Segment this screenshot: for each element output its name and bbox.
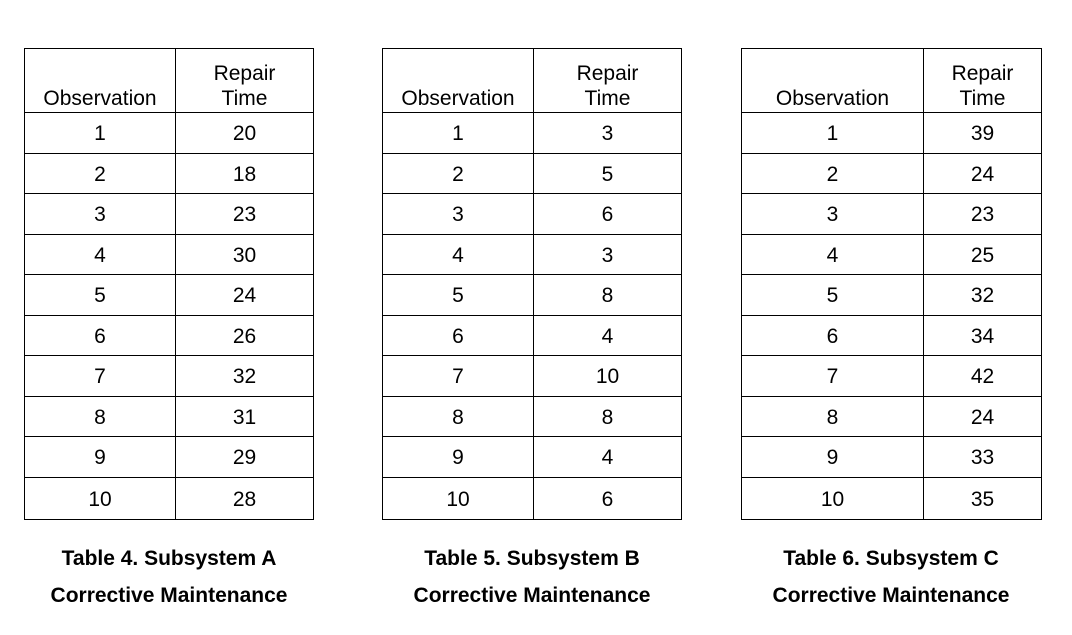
observation-cell: 4 [25, 234, 176, 275]
table-row [383, 113, 682, 154]
repair-time-cell: 34 [924, 315, 1042, 356]
observation-cell: 6 [383, 315, 534, 356]
header-repair-line1: Repair [576, 62, 639, 85]
table-row [25, 153, 314, 194]
caption-title: Table 6. Subsystem C [783, 547, 999, 570]
repair-time-cell: 24 [176, 275, 314, 316]
repair-time-cell: 8 [534, 275, 682, 316]
table-row [25, 477, 314, 519]
table-row [383, 275, 682, 316]
header-row [383, 49, 682, 113]
repair-table-b [382, 48, 682, 520]
table-row [383, 356, 682, 397]
table-row [25, 234, 314, 275]
repair-time-cell: 28 [176, 477, 314, 519]
repair-time-cell: 23 [924, 194, 1042, 235]
observation-cell: 5 [742, 275, 924, 316]
repair-time-cell: 10 [534, 356, 682, 397]
table-row [742, 437, 1042, 478]
repair-time-cell: 24 [924, 396, 1042, 437]
observation-cell: 9 [742, 437, 924, 478]
table-row [383, 477, 682, 519]
repair-time-cell: 24 [924, 153, 1042, 194]
table-row [25, 275, 314, 316]
header-repair-line2: Time [584, 87, 631, 110]
caption-subtitle: Corrective Maintenance [772, 584, 1010, 607]
repair-time-cell: 4 [534, 437, 682, 478]
observation-cell: 3 [742, 194, 924, 235]
repair-time-cell: 8 [534, 396, 682, 437]
observation-cell: 5 [383, 275, 534, 316]
observation-cell: 10 [383, 477, 534, 519]
header-repair-time [924, 49, 1042, 113]
caption-table-6 [721, 540, 1061, 614]
header-repair-line2: Time [959, 87, 1006, 110]
header-row [25, 49, 314, 113]
caption-table-5 [362, 540, 702, 614]
observation-cell: 1 [25, 113, 176, 154]
repair-time-cell: 18 [176, 153, 314, 194]
repair-time-cell: 31 [176, 396, 314, 437]
table-row [25, 113, 314, 154]
table-row [383, 153, 682, 194]
observation-cell: 7 [742, 356, 924, 397]
repair-time-cell: 42 [924, 356, 1042, 397]
observation-cell: 2 [25, 153, 176, 194]
repair-time-cell: 30 [176, 234, 314, 275]
observation-cell: 2 [742, 153, 924, 194]
repair-time-cell: 32 [924, 275, 1042, 316]
table-row [742, 234, 1042, 275]
observation-cell: 3 [383, 194, 534, 235]
caption-table-4 [0, 540, 338, 614]
observation-cell: 7 [383, 356, 534, 397]
repair-time-cell: 3 [534, 113, 682, 154]
table-row [742, 113, 1042, 154]
header-observation: Observation [25, 49, 176, 113]
table-row [25, 396, 314, 437]
observation-cell: 5 [25, 275, 176, 316]
observation-cell: 10 [742, 477, 924, 519]
table-row [742, 194, 1042, 235]
repair-time-cell: 32 [176, 356, 314, 397]
header-row [742, 49, 1042, 113]
table-row [383, 194, 682, 235]
observation-cell: 3 [25, 194, 176, 235]
table-subsystem-c [741, 48, 1042, 520]
repair-time-cell: 39 [924, 113, 1042, 154]
header-observation: Observation [742, 49, 924, 113]
caption-subtitle: Corrective Maintenance [50, 584, 288, 607]
repair-time-cell: 26 [176, 315, 314, 356]
repair-time-cell: 33 [924, 437, 1042, 478]
table-row [742, 275, 1042, 316]
header-repair-time [534, 49, 682, 113]
header-repair-time [176, 49, 314, 113]
observation-cell: 6 [742, 315, 924, 356]
table-row [383, 437, 682, 478]
repair-time-cell: 35 [924, 477, 1042, 519]
table-row [25, 356, 314, 397]
table-row [742, 477, 1042, 519]
observation-cell: 9 [25, 437, 176, 478]
observation-cell: 8 [25, 396, 176, 437]
repair-table-a [24, 48, 314, 520]
observation-cell: 2 [383, 153, 534, 194]
table-row [742, 356, 1042, 397]
caption-title: Table 4. Subsystem A [61, 547, 277, 570]
observation-cell: 4 [742, 234, 924, 275]
header-observation: Observation [383, 49, 534, 113]
observation-cell: 1 [742, 113, 924, 154]
repair-time-cell: 5 [534, 153, 682, 194]
table-row [383, 234, 682, 275]
header-repair-line2: Time [221, 87, 268, 110]
observation-cell: 8 [742, 396, 924, 437]
repair-time-cell: 23 [176, 194, 314, 235]
repair-time-cell: 25 [924, 234, 1042, 275]
repair-time-cell: 3 [534, 234, 682, 275]
table-row [742, 315, 1042, 356]
header-repair-line1: Repair [951, 62, 1014, 85]
table-row [742, 396, 1042, 437]
repair-time-cell: 29 [176, 437, 314, 478]
observation-cell: 8 [383, 396, 534, 437]
observation-cell: 9 [383, 437, 534, 478]
table-row [383, 315, 682, 356]
repair-time-cell: 20 [176, 113, 314, 154]
table-subsystem-a [24, 48, 314, 520]
observation-cell: 10 [25, 477, 176, 519]
table-subsystem-b [382, 48, 682, 520]
caption-subtitle: Corrective Maintenance [413, 584, 651, 607]
table-row [25, 315, 314, 356]
observation-cell: 4 [383, 234, 534, 275]
observation-cell: 7 [25, 356, 176, 397]
header-repair-line1: Repair [213, 62, 276, 85]
table-row [383, 396, 682, 437]
repair-time-cell: 6 [534, 477, 682, 519]
repair-time-cell: 6 [534, 194, 682, 235]
repair-table-c [741, 48, 1042, 520]
table-row [742, 153, 1042, 194]
table-row [25, 437, 314, 478]
caption-title: Table 5. Subsystem B [424, 547, 640, 570]
observation-cell: 6 [25, 315, 176, 356]
repair-time-cell: 4 [534, 315, 682, 356]
table-row [25, 194, 314, 235]
observation-cell: 1 [383, 113, 534, 154]
